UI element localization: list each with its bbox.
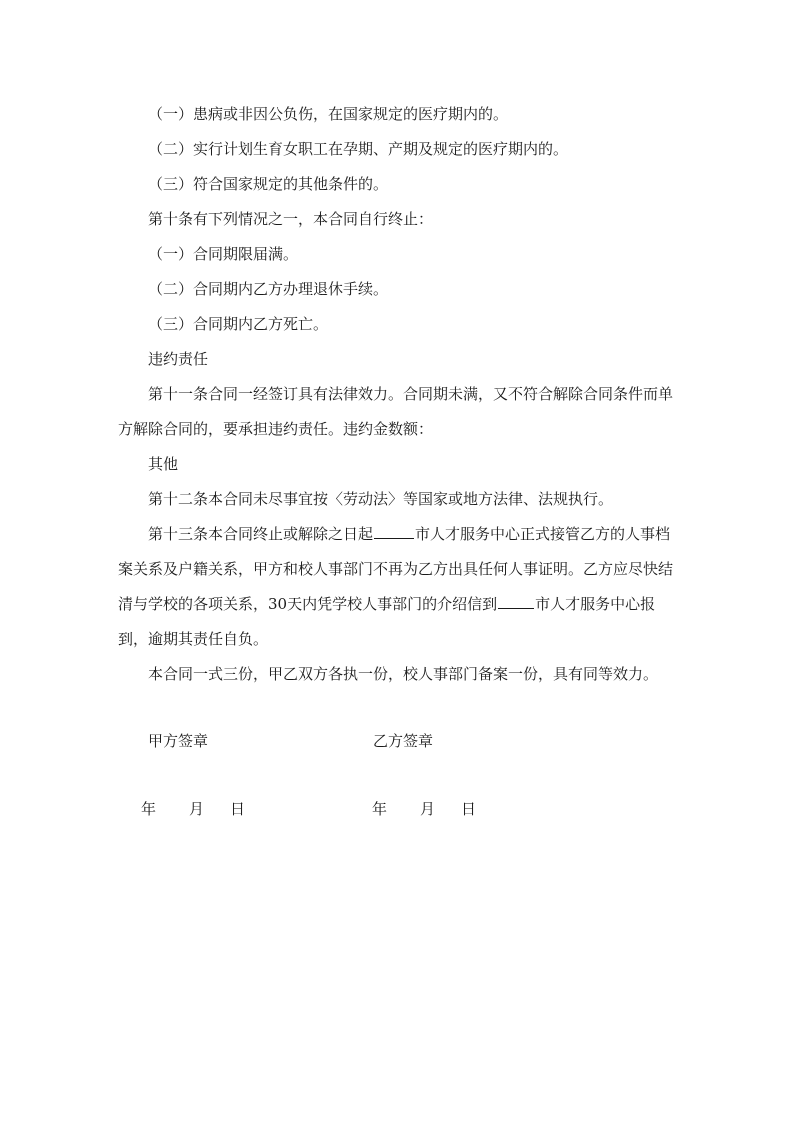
article-11: 第十一条合同一经签订具有法律效力。合同期未满，又不符合解除合同条件而单方解除合同的，要承担违约责任。违约金数额： [118,385,674,438]
party-a-date-month: 月 [189,800,205,818]
clause-item-1: （一）患病或非因公负伤，在国家规定的医疗期内的。 [148,105,509,123]
city-blank-2 [498,593,534,609]
article-13 [118,517,678,657]
section-heading-liability: 违约责任 [148,350,209,368]
article-13-part-c: 市人才服务中心报到，逾期其责任自负。 [118,595,656,648]
party-b-date-month: 月 [420,800,436,818]
party-a-signature-label: 甲方签章 [148,732,209,750]
copies-statement: 本合同一式三份，甲乙双方各执一份，校人事部门备案一份，具有同等效力。 [148,665,659,683]
termination-item-2: （二）合同期内乙方办理退休手续。 [148,280,389,298]
termination-item-3: （三）合同期内乙方死亡。 [148,315,329,333]
termination-item-1: （一）合同期限届满。 [148,245,299,263]
article-13-part-a: 第十三条本合同终止或解除之日起 [148,525,374,543]
party-a-date-day: 日 [230,800,246,818]
party-b-signature-label: 乙方签章 [373,732,434,750]
clause-item-2: （二）实行计划生育女职工在孕期、产期及规定的医疗期内的。 [148,140,569,158]
clause-item-3: （三）符合国家规定的其他条件的。 [148,175,389,193]
article-10-heading: 第十条有下列情况之一，本合同自行终止： [148,210,434,228]
party-a-date-year: 年 [141,800,157,818]
party-b-date-year: 年 [372,800,388,818]
article-12: 第十二条本合同未尽事宜按〈劳动法〉等国家或地方法律、法规执行。 [148,490,614,508]
article-13-part-b: 市人才服务中心正式接管乙方的人事档案关系及户籍关系，甲方和校人事部门不再为乙方出具任何人事证明。乙方应尽快结清与学校的各项关系，30天内凭学校人事部门的介绍信到 [118,525,674,613]
city-blank-1 [374,523,414,539]
party-b-date-day: 日 [461,800,477,818]
section-heading-other: 其他 [148,455,179,473]
